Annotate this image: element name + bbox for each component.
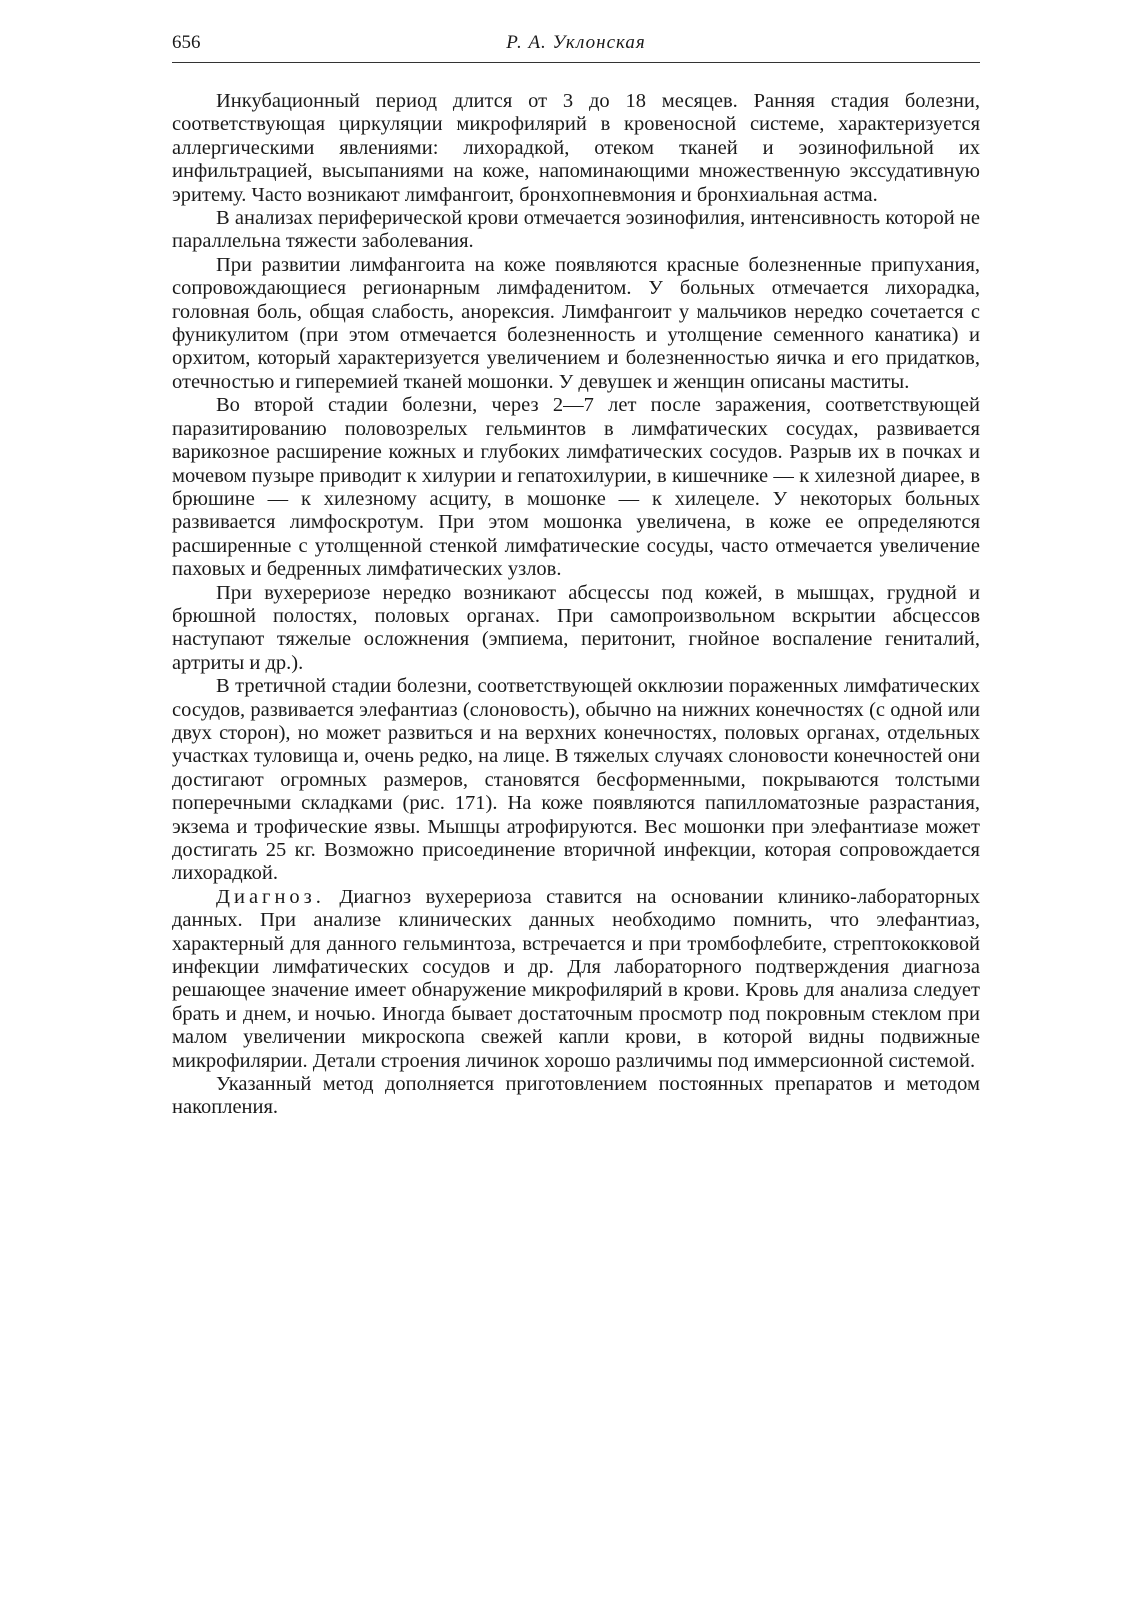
paragraph-diagnosis	[172, 886, 980, 1073]
paragraph-blood-analysis: В анализах периферической крови отмечается эозинофилия, интенсивность которой не параллельна тяжести заболевания.	[172, 207, 980, 253]
paragraph-incubation: Инкубационный период длится от 3 до 18 месяцев. Ранняя стадия болезни, соответствующая циркуляции микрофилярий в кровеносной системе, характеризуется аллергическими явлениями: лихорадкой, отеком тканей и эозинофильной их инфильтрацией, высыпаниями на коже, напоминающими множественную экссудативную эритему. Часто возникают лимфангоит, бронхопневмония и бронхиальная астма.	[172, 90, 980, 206]
running-head-author: Р. А. Уклонская	[506, 32, 646, 53]
page-header	[172, 30, 980, 60]
paragraph-lymphangitis: При развитии лимфангоита на коже появляются красные болезненные припухания, сопровождающиеся регионарным лимфаденитом. У больных отмечается лихорадка, головная боль, общая слабость, анорексия. Лимфангоит у мальчиков нередко сочетается с фуникулитом (при этом отмечается болезненность и утолщение семенного канатика) и орхитом, который характеризуется увеличением и болезненностью яичка и его придатков, отечностью и гиперемией тканей мошонки. У девушек и женщин описаны маститы.	[172, 253, 980, 393]
diagnosis-heading: Диагноз.	[216, 885, 325, 908]
page-number: 656	[172, 32, 201, 53]
diagnosis-text: Диагноз вухерериоза ставится на основании клинико-лабораторных данных. При анализе клинических данных необходимо помнить, что элефантиаз, характерный для данного гельминтоза, встречается и при тромбофлебите, стрептококковой инфекции лимфатических сосудов и др. Для лабораторного подтверждения диагноза решающее значение имеет обнаружение микрофилярий в крови. Кровь для анализа следует брать и днем, и ночью. Иногда бывает достаточным просмотр под покровным стеклом при малом увеличении микроскопа свежей капли крови, в которой видны подвижные микрофилярии. Детали строения личинок хорошо различимы под иммерсионной системой.	[172, 885, 980, 1072]
paragraph-second-stage: Во второй стадии болезни, через 2—7 лет после заражения, соответствующей паразитированию половозрелых гельминтов в лимфатических сосудах, развивается варикозное расширение кожных и глубоких лимфатических сосудов. Разрыв их в почках и мочевом пузыре приводит к хилурии и гепатохилурии, в кишечнике — к хилезной диарее, в брюшине — к хилезному асциту, в мошонке — к хилецеле. У некоторых больных развивается лимфоскротум. При этом мошонка увеличена, в коже ее определяются расширенные с утолщенной стенкой лимфатические сосуды, часто отмечается увеличение паховых и бедренных лимфатических узлов.	[172, 394, 980, 581]
paragraph-third-stage: В третичной стадии болезни, соответствующей окклюзии пораженных лимфатических сосудов, развивается элефантиаз (слоновость), обычно на нижних конечностях (с одной или двух сторон), но может развиться и на верхних конечностях, половых органах, отдельных участках туловища и, очень редко, на лице. В тяжелых случаях слоновости конечностей они достигают огромных размеров, становятся бесформенными, покрываются толстыми поперечными складками (рис. 171). На коже появляются папилломатозные разрастания, экзема и трофические язвы. Мышцы атрофируются. Вес мошонки при элефантиазе может достигать 25 кг. Возможно присоединение вторичной инфекции, которая сопровождается лихорадкой.	[172, 675, 980, 885]
header-rule	[172, 62, 980, 63]
paragraph-method: Указанный метод дополняется приготовлением постоянных препаратов и методом накопления.	[172, 1073, 980, 1119]
paragraph-abscesses: При вухерериозе нередко возникают абсцессы под кожей, в мышцах, грудной и брюшной полостях, половых органах. При самопроизвольном вскрытии абсцессов наступают тяжелые осложнения (эмпиема, перитонит, гнойное воспаление гениталий, артриты и др.).	[172, 581, 980, 674]
body-text	[172, 90, 980, 1120]
